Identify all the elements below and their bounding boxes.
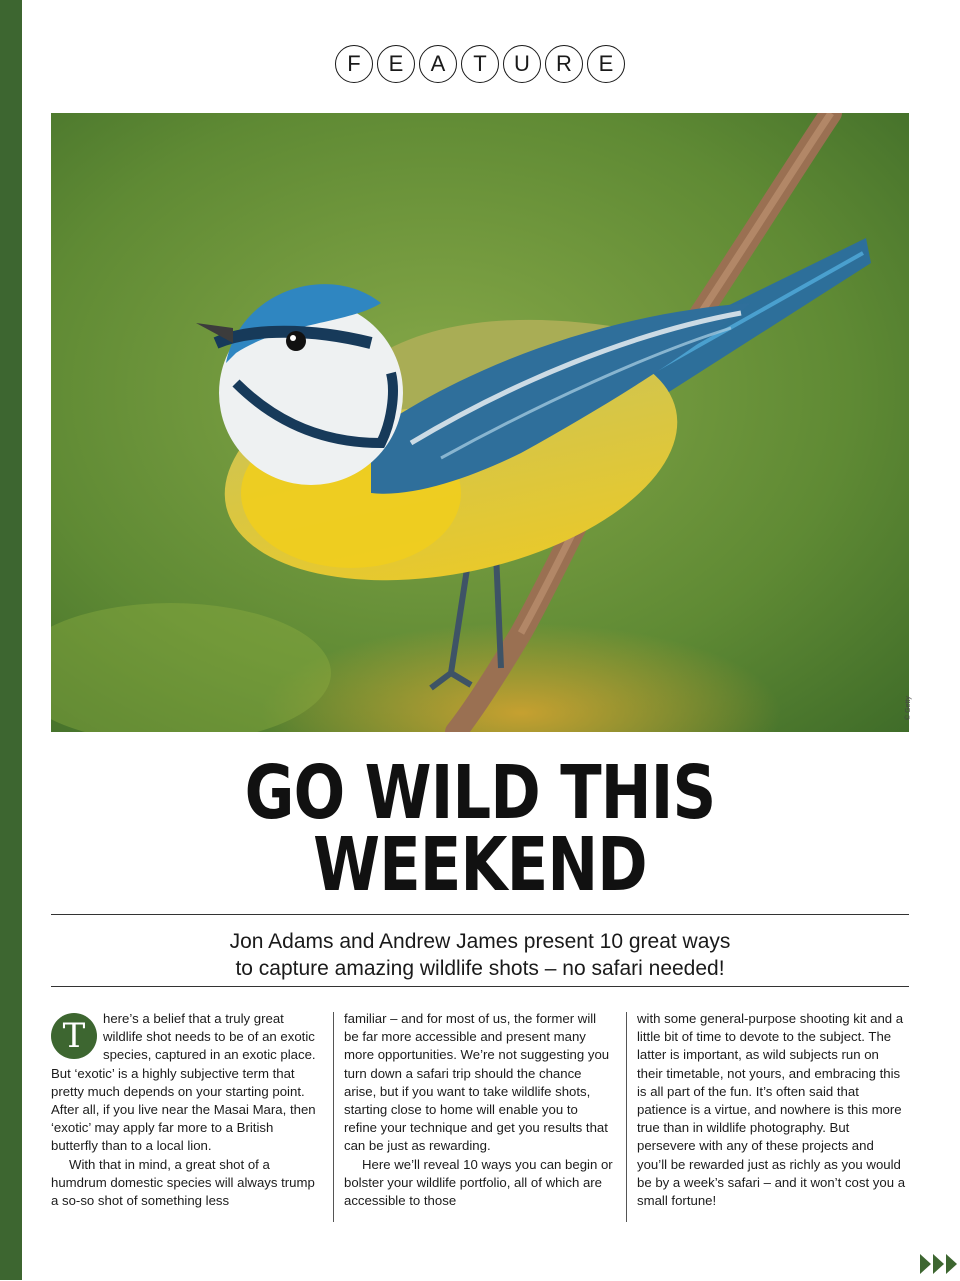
body-paragraph: Here we’ll reveal 10 ways you can begin or bolster your wildlife portfolio, all of which are accessible to those bbox=[344, 1156, 613, 1209]
divider-bottom bbox=[51, 986, 909, 987]
body-column-1 bbox=[51, 1010, 321, 1210]
headline-line-1: GO WILD THIS bbox=[244, 750, 716, 836]
section-label-letter: T bbox=[461, 45, 499, 83]
body-column-3 bbox=[637, 1010, 907, 1210]
divider-top bbox=[51, 914, 909, 915]
headline-line-2: WEEKEND bbox=[313, 822, 647, 908]
body-paragraph: here’s a belief that a truly great wildlife shot needs to be of an exotic species, captured in an exotic place. But ‘exotic’ is a highly subjective term that pretty much depends on your starting point. After all, if you live near the Masai Mara, then ‘exotic’ may apply far more to a British butterfly than to a local lion. bbox=[51, 1011, 316, 1154]
photo-credit: © Getty bbox=[905, 696, 912, 720]
section-label-letter: E bbox=[377, 45, 415, 83]
standfirst-line-1: Jon Adams and Andrew James present 10 great ways bbox=[229, 930, 731, 953]
section-label-feature bbox=[0, 45, 960, 83]
section-label-letter: U bbox=[503, 45, 541, 83]
section-label-letter: R bbox=[545, 45, 583, 83]
drop-cap: T bbox=[51, 1013, 97, 1059]
body-paragraph: familiar – and for most of us, the former will be far more accessible and present many more opportunities. We’re not suggesting you turn down a safari trip should the chance arise, but if you want to take wildlife shots, starting close to home will enable you to refine your technique and get you results that can be just as rewarding. bbox=[344, 1011, 610, 1154]
column-divider bbox=[626, 1012, 627, 1222]
column-divider bbox=[333, 1012, 334, 1222]
next-page-arrows-icon bbox=[920, 1252, 960, 1281]
hero-photo-blue-tit bbox=[51, 113, 909, 732]
page-title bbox=[128, 750, 832, 908]
body-paragraph: with some general-purpose shooting kit and a little bit of time to devote to the subject. The latter is important, as wild subjects run on their timetable, not yours, and embracing this is all part of the fun. It’s often said that patience is a virtue, and nowhere is this more true than in wildlife photography. But persevere with any of these projects and you’ll be rewarded just as richly as you would be by a week’s safari – and it won’t cost you a small fortune! bbox=[637, 1011, 906, 1209]
side-accent-bar bbox=[0, 0, 22, 1280]
section-label-letter: E bbox=[587, 45, 625, 83]
body-paragraph: With that in mind, a great shot of a humdrum domestic species will always trump a so-so shot of something less bbox=[51, 1156, 315, 1209]
section-label-letter: A bbox=[419, 45, 457, 83]
body-column-2 bbox=[344, 1010, 614, 1210]
standfirst-line-2: to capture amazing wildlife shots – no safari needed! bbox=[235, 957, 725, 980]
standfirst bbox=[51, 928, 909, 982]
section-label-letter: F bbox=[335, 45, 373, 83]
